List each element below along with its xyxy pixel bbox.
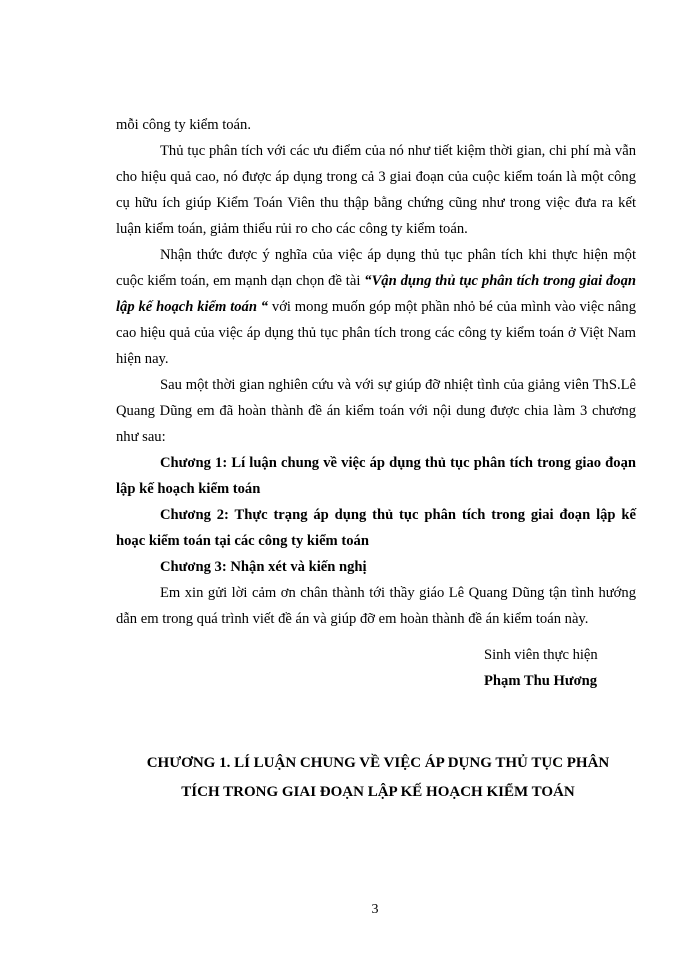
topic-intro-text: Nhận thức được ý nghĩa của việc áp dụng thủ tục phân tích khi thực hiện một cuộc kiểm toán, em mạnh dạn chọn đề tài [116,247,636,289]
signature-label: Sinh viên thực hiện [484,647,598,663]
chapter-heading-line-2: TÍCH TRONG GIAI ĐOẠN LẬP KẾ HOẠCH KIỂM TOÁN [181,784,575,800]
paragraph-thanks: Em xin gửi lời cảm ơn chân thành tới thầy giáo Lê Quang Dũng tận tình hướng dẫn em trong quá trình viết đề án và giúp đỡ em hoàn thành đề án kiểm toán này. [116,585,636,627]
chapter-2-summary: Chương 2: Thực trạng áp dụng thủ tục phân tích trong giai đoạn lập kế hoạc kiểm toán tại các công ty kiểm toán [116,507,636,549]
chapter-1-summary: Chương 1: Lí luận chung về việc áp dụng thủ tục phân tích trong giao đoạn lập kế hoạch kiểm toán [116,455,636,497]
signature-name: Phạm Thu Hương [484,673,598,689]
chapter-heading [70,749,686,807]
paragraph-analytical-procedures: Thủ tục phân tích với các ưu điểm của nó như tiết kiệm thời gian, chi phí mà vẫn cho hiệu quả cao, nó được áp dụng trong cả 3 giai đoạn của cuộc kiểm toán là một công cụ hữu ích giúp Kiểm Toán Viên thu thập bằng chứng cũng như trong việc đưa ra kết luận kiểm toán, giảm thiểu rủi ro cho các công ty kiểm toán. [116,143,636,237]
page-number: 3 [371,902,379,917]
intro-fragment: mỗi công ty kiểm toán. [116,117,251,133]
chapter-3-summary: Chương 3: Nhận xét và kiến nghị [160,559,367,575]
signature-block [116,642,636,694]
topic-rest-text: với mong muốn góp một phần nhỏ bé của mình vào việc nâng cao hiệu quả của việc áp dụng thủ tục phân tích trong các công ty kiểm toán ở Việt Nam hiện nay. [116,299,636,367]
paragraph-topic [116,242,636,372]
body-text [116,112,636,694]
chapter-heading-line-1: CHƯƠNG 1. LÍ LUẬN CHUNG VỀ VIỆC ÁP DỤNG THỦ TỤC PHÂN [146,755,610,771]
paragraph-structure: Sau một thời gian nghiên cứu và với sự giúp đỡ nhiệt tình của giảng viên ThS.Lê Quang Dũng em đã hoàn thành đề án kiểm toán với nội dung được chia làm 3 chương như sau: [116,377,636,445]
topic-title: “Vận dụng thủ tục phân tích trong giai đoạn lập kế hoạch kiểm toán “ [116,273,636,315]
